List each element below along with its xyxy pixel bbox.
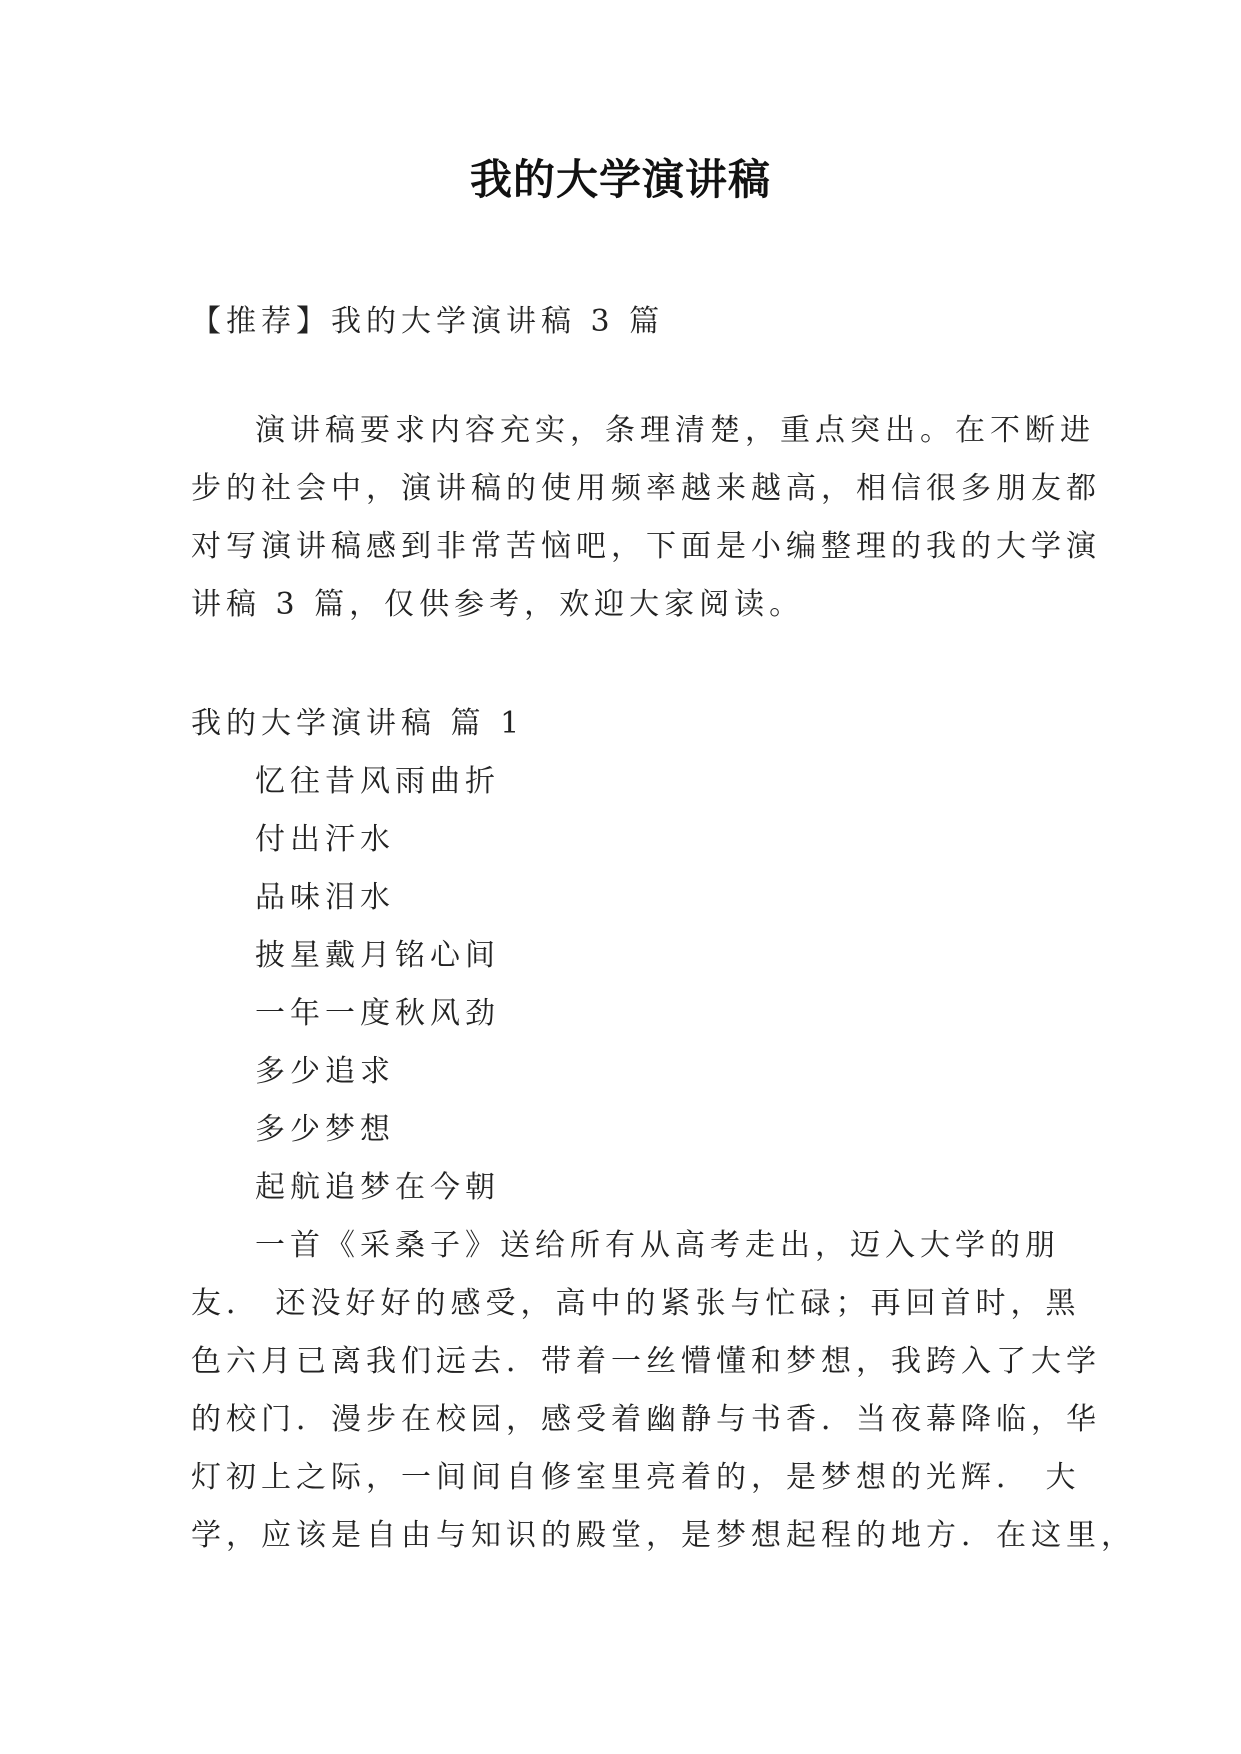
body-line: 一首《采桑子》送给所有从高考走出，迈入大学的朋	[255, 1228, 1060, 1263]
poem-line: 一年一度秋风劲	[255, 996, 500, 1031]
intro-line: 步的社会中，演讲稿的使用频率越来越高，相信很多朋友都	[191, 471, 1101, 506]
section-heading: 我的大学演讲稿 篇 1	[191, 706, 525, 741]
intro-line: 演讲稿要求内容充实，条理清楚，重点突出。在不断进	[255, 413, 1095, 448]
poem-line: 品味泪水	[255, 880, 395, 915]
intro-paragraph	[191, 402, 1101, 634]
poem-line: 付出汗水	[255, 822, 395, 857]
section-1	[191, 695, 1136, 1565]
poem-line: 起航追梦在今朝	[255, 1170, 500, 1205]
body-line: 学，应该是自由与知识的殿堂，是梦想起程的地方．在这里，	[191, 1518, 1136, 1553]
poem-line: 披星戴月铭心间	[255, 938, 500, 973]
body-line: 灯初上之际，一间间自修室里亮着的，是梦想的光辉． 大	[191, 1460, 1081, 1495]
intro-line: 讲稿 3 篇，仅供参考，欢迎大家阅读。	[191, 587, 805, 622]
poem-line: 忆往昔风雨曲折	[255, 764, 500, 799]
document-title: 我的大学演讲稿	[469, 155, 771, 204]
body-line: 的校门．漫步在校园，感受着幽静与书香．当夜幕降临，华	[191, 1402, 1101, 1437]
body-line: 色六月已离我们远去．带着一丝懵懂和梦想，我跨入了大学	[191, 1344, 1101, 1379]
poem-line: 多少追求	[255, 1054, 395, 1089]
document-subtitle-block	[191, 293, 1053, 351]
document-subtitle: 【推荐】我的大学演讲稿 3 篇	[191, 304, 665, 339]
body-line: 友． 还没好好的感受，高中的紧张与忙碌；再回首时，黑	[191, 1286, 1081, 1321]
intro-line: 对写演讲稿感到非常苦恼吧，下面是小编整理的我的大学演	[191, 529, 1101, 564]
poem-line: 多少梦想	[255, 1112, 395, 1147]
